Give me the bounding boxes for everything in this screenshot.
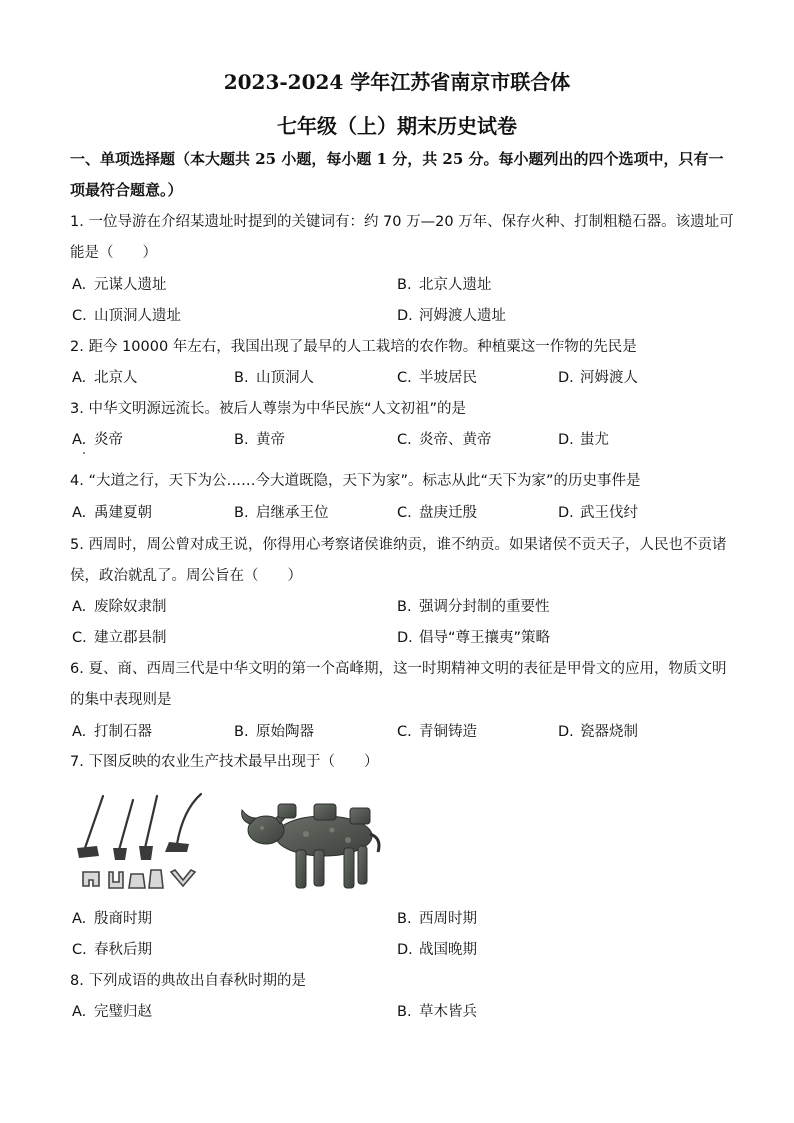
question-8-stem: 8. 下列成语的典故出自春秋时期的是 xyxy=(70,973,306,989)
question-6-option-a: A. 打制石器 xyxy=(72,724,152,740)
question-3-option-a: A. 炎帝 xyxy=(72,432,123,448)
question-1-stem: 1. 一位导游在介绍某遗址时提到的关键词有：约 70 万—20 万年、保存火种、打制粗糙石器。该遗址可能是（ ） xyxy=(70,214,734,261)
stray-dot xyxy=(83,452,85,454)
question-7-stem: 7. 下图反映的农业生产技术最早出现于（ ） xyxy=(70,754,379,770)
question-1-option-a: A. 元谋人遗址 xyxy=(72,277,167,293)
question-3-stem: 3. 中华文明源远流长。被后人尊崇为中华民族“人文初祖”的是 xyxy=(70,401,466,417)
question-2-option-d: D. 河姆渡人 xyxy=(558,370,638,386)
question-2-option-b: B. 山顶洞人 xyxy=(234,370,314,386)
question-3-option-b: B. 黄帝 xyxy=(234,432,285,448)
question-8-option-b: B. 草木皆兵 xyxy=(397,1004,477,1020)
question-1-option-b: B. 北京人遗址 xyxy=(397,277,492,293)
question-5-option-b: B. 强调分封制的重要性 xyxy=(397,599,550,615)
exam-title-line1: 2023-2024 学年江苏省南京市联合体 xyxy=(223,70,571,94)
question-4-option-b: B. 启继承王位 xyxy=(234,505,329,521)
question-2-stem: 2. 距今 10000 年左右，我国出现了最早的人工栽培的农作物。种植粟这一作物的先民是 xyxy=(70,339,637,355)
question-1-option-c: C. 山顶洞人遗址 xyxy=(72,308,181,324)
question-7-option-c: C. 春秋后期 xyxy=(72,942,152,958)
question-6-option-b: B. 原始陶器 xyxy=(234,724,314,740)
question-7-option-a: A. 殷商时期 xyxy=(72,911,152,927)
question-6-stem: 6. 夏、商、西周三代是中华文明的第一个高峰期，这一时期精神文明的表征是甲骨文的应用，物质文明的集中表现则是 xyxy=(70,661,727,708)
question-3-option-c: C. 炎帝、黄帝 xyxy=(397,432,492,448)
question-5-option-d: D. 倡导“尊王攘夷”策略 xyxy=(397,630,551,646)
question-1-option-d: D. 河姆渡人遗址 xyxy=(397,308,506,324)
question-2-option-c: C. 半坡居民 xyxy=(397,370,477,386)
question-6-option-c: C. 青铜铸造 xyxy=(397,724,477,740)
question-3-option-d: D. 蚩尤 xyxy=(558,432,609,448)
question-5-stem: 5. 西周时，周公曾对成王说，你得用心考察诸侯谁纳贡，谁不纳贡。如果诸侯不贡天子，人民也不贡诸侯，政治就乱了。周公旨在（ ） xyxy=(70,537,727,584)
question-4-option-c: C. 盘庚迁殷 xyxy=(397,505,477,521)
exam-title-line2: 七年级（上）期末历史试卷 xyxy=(277,114,517,138)
question-6-option-d: D. 瓷器烧制 xyxy=(558,724,638,740)
question-7-option-d: D. 战国晚期 xyxy=(397,942,477,958)
section-heading: 一、单项选择题（本大题共 25 小题，每小题 1 分，共 25 分。每小题列出的四个选项中，只有一项最符合题意。） xyxy=(70,150,724,199)
question-4-option-d: D. 武王伐纣 xyxy=(558,505,638,521)
question-4-option-a: A. 禹建夏朝 xyxy=(72,505,152,521)
question-5-option-a: A. 废除奴隶制 xyxy=(72,599,167,615)
bronze-ox-vessel-image xyxy=(236,790,386,896)
question-5-option-c: C. 建立郡县制 xyxy=(72,630,167,646)
question-8-option-a: A. 完璧归赵 xyxy=(72,1004,152,1020)
question-4-stem: 4. “大道之行，天下为公……今大道既隐，天下为家”。标志从此“天下为家”的历史事件是 xyxy=(70,473,641,489)
question-2-option-a: A. 北京人 xyxy=(72,370,138,386)
question-7-option-b: B. 西周时期 xyxy=(397,911,477,927)
iron-farm-tools-image xyxy=(73,790,209,896)
